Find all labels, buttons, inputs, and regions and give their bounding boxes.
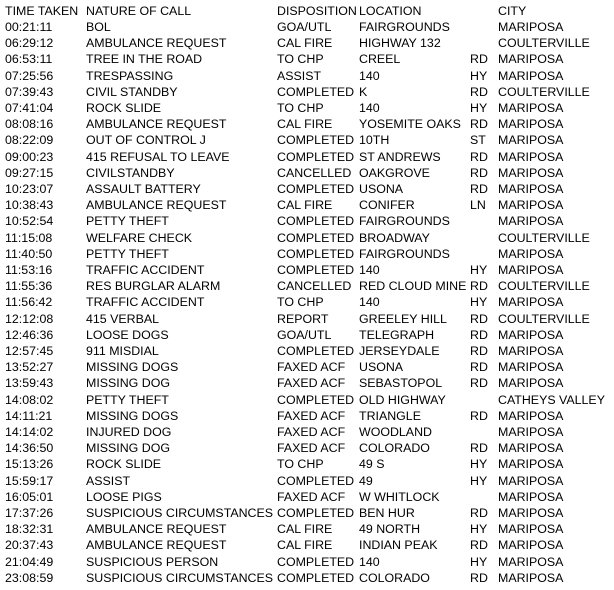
cell-location: USONA bbox=[359, 182, 404, 196]
table-row bbox=[0, 278, 614, 294]
header-location: LOCATION bbox=[359, 4, 422, 18]
cell-time: 10:23:07 bbox=[5, 182, 54, 196]
cell-city: MARIPOSA bbox=[498, 489, 564, 504]
cell-location: FAIRGROUNDS bbox=[359, 246, 450, 261]
table-row bbox=[0, 246, 614, 262]
cell-street-suffix: HY bbox=[470, 522, 488, 537]
cell-disposition: COMPLETED bbox=[277, 570, 355, 585]
table-row bbox=[0, 554, 614, 570]
table-row bbox=[0, 149, 614, 165]
cell-nature: SUSPICIOUS CIRCUMSTANCES bbox=[86, 506, 274, 520]
cell-city: MARIPOSA bbox=[498, 327, 564, 342]
cell-city: MARIPOSA bbox=[498, 344, 564, 358]
cell-street-suffix: RD bbox=[470, 538, 488, 553]
cell-disposition: CANCELLED bbox=[277, 165, 352, 180]
cell-location: 49 S bbox=[359, 457, 385, 472]
cell-disposition: COMPLETED bbox=[277, 473, 355, 488]
cell-city: MARIPOSA bbox=[498, 182, 564, 196]
cell-disposition: COMPLETED bbox=[277, 133, 355, 148]
cell-nature: PETTY THEFT bbox=[86, 246, 169, 261]
cell-city: MARIPOSA bbox=[498, 263, 564, 277]
cell-location: WOODLAND bbox=[359, 425, 432, 439]
cell-location: ST ANDREWS bbox=[359, 149, 441, 164]
cell-disposition: FAXED ACF bbox=[277, 408, 346, 423]
table-row bbox=[0, 424, 614, 440]
cell-city: MARIPOSA bbox=[498, 522, 564, 537]
cell-location: 140 bbox=[359, 101, 380, 115]
cell-disposition: FAXED ACF bbox=[277, 360, 346, 375]
cell-nature: OUT OF CONTROL J bbox=[86, 133, 206, 148]
cell-time: 21:04:49 bbox=[5, 554, 54, 569]
cell-location: FAIRGROUNDS bbox=[359, 214, 450, 229]
table-row bbox=[0, 116, 614, 132]
cell-location: CREEL bbox=[359, 52, 401, 67]
cell-time: 14:14:02 bbox=[5, 425, 54, 439]
cell-city: MARIPOSA bbox=[498, 214, 564, 229]
cell-location: HIGHWAY 132 bbox=[359, 36, 441, 51]
cell-city: MARIPOSA bbox=[498, 408, 564, 423]
cell-disposition: TO CHP bbox=[277, 457, 324, 472]
table-row bbox=[0, 473, 614, 489]
cell-nature: ROCK SLIDE bbox=[86, 457, 162, 472]
table-row bbox=[0, 132, 614, 148]
cell-nature: ASSAULT BATTERY bbox=[86, 182, 201, 196]
table-row bbox=[0, 456, 614, 472]
cell-location: W WHITLOCK bbox=[359, 489, 440, 504]
table-row bbox=[0, 408, 614, 424]
table-row bbox=[0, 311, 614, 327]
cell-nature: MISSING DOG bbox=[86, 376, 170, 391]
cell-location: COLORADO bbox=[359, 570, 430, 585]
cell-street-suffix: LN bbox=[470, 198, 486, 213]
cell-nature: MISSING DOGS bbox=[86, 408, 179, 423]
cell-location: BEN HUR bbox=[359, 506, 415, 520]
cell-nature: WELFARE CHECK bbox=[86, 230, 193, 245]
cell-disposition: CAL FIRE bbox=[277, 36, 333, 51]
cell-city: CATHEYS VALLEY bbox=[498, 392, 605, 407]
table-row bbox=[0, 197, 614, 213]
cell-street-suffix: RD bbox=[470, 360, 488, 375]
cell-street-suffix: RD bbox=[470, 441, 488, 456]
cell-disposition: FAXED ACF bbox=[277, 425, 346, 439]
cell-nature: PETTY THEFT bbox=[86, 214, 169, 229]
cell-nature: 415 VERBAL bbox=[86, 311, 160, 326]
cell-time: 16:05:01 bbox=[5, 489, 54, 504]
cell-location: OLD HIGHWAY bbox=[359, 392, 446, 407]
cell-time: 12:57:45 bbox=[5, 344, 54, 358]
cell-city: COULTERVILLE bbox=[498, 311, 590, 326]
cell-city: MARIPOSA bbox=[498, 165, 564, 180]
cell-street-suffix: RD bbox=[470, 182, 488, 196]
cell-nature: SUSPICIOUS CIRCUMSTANCES bbox=[86, 570, 274, 585]
cell-city: MARIPOSA bbox=[498, 117, 564, 132]
cell-street-suffix: HY bbox=[470, 554, 488, 569]
cell-street-suffix: HY bbox=[470, 295, 488, 310]
cell-time: 07:25:56 bbox=[5, 68, 54, 83]
table-row bbox=[0, 440, 614, 456]
cell-nature: CIVIL STANDBY bbox=[86, 84, 178, 99]
cell-city: MARIPOSA bbox=[498, 101, 564, 115]
cell-nature: 415 REFUSAL TO LEAVE bbox=[86, 149, 230, 164]
cell-city: MARIPOSA bbox=[498, 441, 564, 456]
cell-city: MARIPOSA bbox=[498, 425, 564, 439]
table-row bbox=[0, 343, 614, 359]
cell-nature: ASSIST bbox=[86, 473, 131, 488]
cell-time: 11:40:50 bbox=[5, 246, 53, 261]
cell-street-suffix: RD bbox=[470, 570, 488, 585]
table-row bbox=[0, 51, 614, 67]
cell-disposition: ASSIST bbox=[277, 68, 322, 83]
cell-location: BROADWAY bbox=[359, 230, 430, 245]
cell-nature: PETTY THEFT bbox=[86, 392, 169, 407]
cell-disposition: CAL FIRE bbox=[277, 198, 333, 213]
cell-city: MARIPOSA bbox=[498, 554, 564, 569]
cell-time: 06:29:12 bbox=[5, 36, 54, 51]
cell-disposition: CAL FIRE bbox=[277, 538, 333, 553]
table-row bbox=[0, 570, 614, 586]
cell-disposition: COMPLETED bbox=[277, 506, 355, 520]
cell-street-suffix: HY bbox=[470, 68, 488, 83]
cell-time: 08:22:09 bbox=[5, 133, 54, 148]
table-row bbox=[0, 505, 614, 521]
cell-city: MARIPOSA bbox=[498, 68, 564, 83]
cell-city: MARIPOSA bbox=[498, 376, 564, 391]
table-row bbox=[0, 262, 614, 278]
cell-city: COULTERVILLE bbox=[498, 279, 590, 294]
cell-time: 18:32:31 bbox=[5, 522, 54, 537]
cell-location: YOSEMITE OAKS bbox=[359, 117, 461, 132]
cell-disposition: COMPLETED bbox=[277, 344, 355, 358]
cell-city: COULTERVILLE bbox=[498, 36, 590, 51]
cell-location: TELEGRAPH bbox=[359, 327, 435, 342]
cell-street-suffix: RD bbox=[470, 52, 488, 67]
cell-location: 140 bbox=[359, 295, 380, 310]
cell-street-suffix: RD bbox=[470, 311, 488, 326]
cell-nature: AMBULANCE REQUEST bbox=[86, 198, 227, 213]
cell-time: 07:41:04 bbox=[5, 101, 54, 115]
cell-city: MARIPOSA bbox=[498, 20, 564, 34]
cell-disposition: COMPLETED bbox=[277, 554, 355, 569]
cell-nature: TRESPASSING bbox=[86, 68, 174, 83]
cell-city: MARIPOSA bbox=[498, 506, 564, 520]
cell-disposition: GOA/UTL bbox=[277, 327, 332, 342]
cell-time: 20:37:43 bbox=[5, 538, 54, 553]
table-row bbox=[0, 489, 614, 505]
cell-city: MARIPOSA bbox=[498, 52, 564, 67]
cell-nature: LOOSE DOGS bbox=[86, 327, 169, 342]
cell-disposition: GOA/UTL bbox=[277, 20, 332, 34]
cell-time: 14:08:02 bbox=[5, 392, 54, 407]
cell-disposition: COMPLETED bbox=[277, 246, 355, 261]
cell-disposition: COMPLETED bbox=[277, 263, 355, 277]
cell-time: 14:36:50 bbox=[5, 441, 54, 456]
cell-street-suffix: RD bbox=[470, 344, 488, 358]
cell-nature: AMBULANCE REQUEST bbox=[86, 522, 227, 537]
cell-location: 10TH bbox=[359, 133, 390, 148]
cell-disposition: TO CHP bbox=[277, 52, 324, 67]
cell-disposition: TO CHP bbox=[277, 101, 324, 115]
cell-street-suffix: RD bbox=[470, 84, 488, 99]
cell-street-suffix: RD bbox=[470, 408, 488, 423]
cell-time: 14:11:21 bbox=[5, 408, 53, 423]
cell-nature: TREE IN THE ROAD bbox=[86, 52, 203, 67]
cell-street-suffix: RD bbox=[470, 165, 488, 180]
table-row bbox=[0, 100, 614, 116]
cell-street-suffix: HY bbox=[470, 263, 488, 277]
cell-time: 12:46:36 bbox=[5, 327, 54, 342]
cell-location: K bbox=[359, 84, 368, 99]
cell-disposition: COMPLETED bbox=[277, 230, 355, 245]
table-row bbox=[0, 213, 614, 229]
cell-time: 13:59:43 bbox=[5, 376, 54, 391]
cell-location: COLORADO bbox=[359, 441, 430, 456]
cell-street-suffix: RD bbox=[470, 327, 488, 342]
table-row bbox=[0, 181, 614, 197]
cell-time: 09:27:15 bbox=[5, 165, 54, 180]
cell-street-suffix: RD bbox=[470, 376, 488, 391]
header-nature: NATURE OF CALL bbox=[86, 4, 192, 18]
cell-disposition: COMPLETED bbox=[277, 84, 355, 99]
cell-nature: RES BURGLAR ALARM bbox=[86, 279, 221, 294]
cell-street-suffix: RD bbox=[470, 506, 488, 520]
cell-time: 10:52:54 bbox=[5, 214, 54, 229]
cell-nature: AMBULANCE REQUEST bbox=[86, 36, 227, 51]
header-time: TIME TAKEN bbox=[5, 4, 79, 18]
cell-city: MARIPOSA bbox=[498, 149, 564, 164]
table-row bbox=[0, 327, 614, 343]
cell-city: MARIPOSA bbox=[498, 473, 564, 488]
cell-location: USONA bbox=[359, 360, 404, 375]
table-row bbox=[0, 294, 614, 310]
cell-time: 10:38:43 bbox=[5, 198, 54, 213]
cell-street-suffix: HY bbox=[470, 457, 488, 472]
table-row bbox=[0, 68, 614, 84]
cell-time: 06:53:11 bbox=[5, 52, 53, 67]
header-row bbox=[0, 3, 614, 19]
cell-time: 12:12:08 bbox=[5, 311, 54, 326]
cell-nature: 911 MISDIAL bbox=[86, 344, 159, 358]
cell-disposition: COMPLETED bbox=[277, 149, 355, 164]
header-disposition: DISPOSITION bbox=[277, 4, 357, 18]
cell-time: 09:00:23 bbox=[5, 149, 54, 164]
cell-city: MARIPOSA bbox=[498, 133, 564, 148]
cell-time: 07:39:43 bbox=[5, 84, 54, 99]
cell-street-suffix: HY bbox=[470, 473, 488, 488]
cell-street-suffix: HY bbox=[470, 101, 488, 115]
header-city: CITY bbox=[498, 4, 527, 18]
cell-city: COULTERVILLE bbox=[498, 84, 590, 99]
cell-nature: ROCK SLIDE bbox=[86, 101, 162, 115]
cell-time: 11:56:42 bbox=[5, 295, 53, 310]
cell-time: 08:08:16 bbox=[5, 117, 54, 132]
cell-location: GREELEY HILL bbox=[359, 311, 447, 326]
table-row bbox=[0, 375, 614, 391]
table-row bbox=[0, 165, 614, 181]
cell-location: CONIFER bbox=[359, 198, 415, 213]
cell-nature: TRAFFIC ACCIDENT bbox=[86, 263, 205, 277]
cell-nature: CIVILSTANDBY bbox=[86, 165, 175, 180]
cell-location: INDIAN PEAK bbox=[359, 538, 438, 553]
cell-nature: SUSPICIOUS PERSON bbox=[86, 554, 219, 569]
cell-disposition: FAXED ACF bbox=[277, 489, 346, 504]
cell-location: 140 bbox=[359, 554, 380, 569]
table-row bbox=[0, 359, 614, 375]
table-row bbox=[0, 230, 614, 246]
cell-city: MARIPOSA bbox=[498, 295, 564, 310]
cell-location: RED CLOUD MINE bbox=[359, 279, 467, 294]
cell-location: FAIRGROUNDS bbox=[359, 20, 450, 34]
cell-time: 15:59:17 bbox=[5, 473, 54, 488]
cell-disposition: REPORT bbox=[277, 311, 329, 326]
cell-street-suffix: RD bbox=[470, 149, 488, 164]
cell-city: MARIPOSA bbox=[498, 538, 564, 553]
cell-time: 23:08:59 bbox=[5, 570, 54, 585]
cell-disposition: CANCELLED bbox=[277, 279, 352, 294]
cell-time: 17:37:26 bbox=[5, 506, 54, 520]
cell-nature: MISSING DOG bbox=[86, 441, 170, 456]
cell-disposition: FAXED ACF bbox=[277, 441, 346, 456]
cell-time: 11:53:16 bbox=[5, 263, 53, 277]
cell-location: 140 bbox=[359, 263, 380, 277]
cell-time: 15:13:26 bbox=[5, 457, 54, 472]
cell-street-suffix: RD bbox=[470, 117, 488, 132]
cell-disposition: COMPLETED bbox=[277, 214, 355, 229]
table-row bbox=[0, 392, 614, 408]
cell-city: MARIPOSA bbox=[498, 198, 564, 213]
table-row bbox=[0, 537, 614, 553]
table-row bbox=[0, 84, 614, 100]
cell-time: 13:52:27 bbox=[5, 360, 54, 375]
cell-city: MARIPOSA bbox=[498, 360, 564, 375]
table-row bbox=[0, 19, 614, 35]
cell-disposition: COMPLETED bbox=[277, 392, 355, 407]
cell-street-suffix: ST bbox=[470, 133, 486, 148]
cell-nature: BOL bbox=[86, 20, 111, 34]
cell-city: MARIPOSA bbox=[498, 246, 564, 261]
cell-nature: AMBULANCE REQUEST bbox=[86, 117, 227, 132]
cell-city: MARIPOSA bbox=[498, 570, 564, 585]
cell-nature: MISSING DOGS bbox=[86, 360, 179, 375]
cell-disposition: COMPLETED bbox=[277, 182, 355, 196]
cell-time: 11:55:36 bbox=[5, 279, 53, 294]
cell-location: 49 NORTH bbox=[359, 522, 421, 537]
cell-disposition: CAL FIRE bbox=[277, 117, 333, 132]
cell-disposition: CAL FIRE bbox=[277, 522, 333, 537]
table-row bbox=[0, 35, 614, 51]
cell-nature: TRAFFIC ACCIDENT bbox=[86, 295, 205, 310]
cell-location: JERSEYDALE bbox=[359, 344, 440, 358]
cell-disposition: TO CHP bbox=[277, 295, 324, 310]
cell-city: COULTERVILLE bbox=[498, 230, 590, 245]
cell-nature: LOOSE PIGS bbox=[86, 489, 162, 504]
cell-nature: INJURED DOG bbox=[86, 425, 172, 439]
table-row bbox=[0, 521, 614, 537]
cell-location: SEBASTOPOL bbox=[359, 376, 443, 391]
cell-time: 11:15:08 bbox=[5, 230, 53, 245]
cell-location: 140 bbox=[359, 68, 380, 83]
cell-location: 49 bbox=[359, 473, 373, 488]
cell-time: 00:21:11 bbox=[5, 20, 53, 34]
cell-location: OAKGROVE bbox=[359, 165, 430, 180]
cell-nature: AMBULANCE REQUEST bbox=[86, 538, 227, 553]
cell-street-suffix: RD bbox=[470, 279, 488, 294]
cell-city: MARIPOSA bbox=[498, 457, 564, 472]
cell-location: TRIANGLE bbox=[359, 408, 421, 423]
cell-disposition: FAXED ACF bbox=[277, 376, 346, 391]
